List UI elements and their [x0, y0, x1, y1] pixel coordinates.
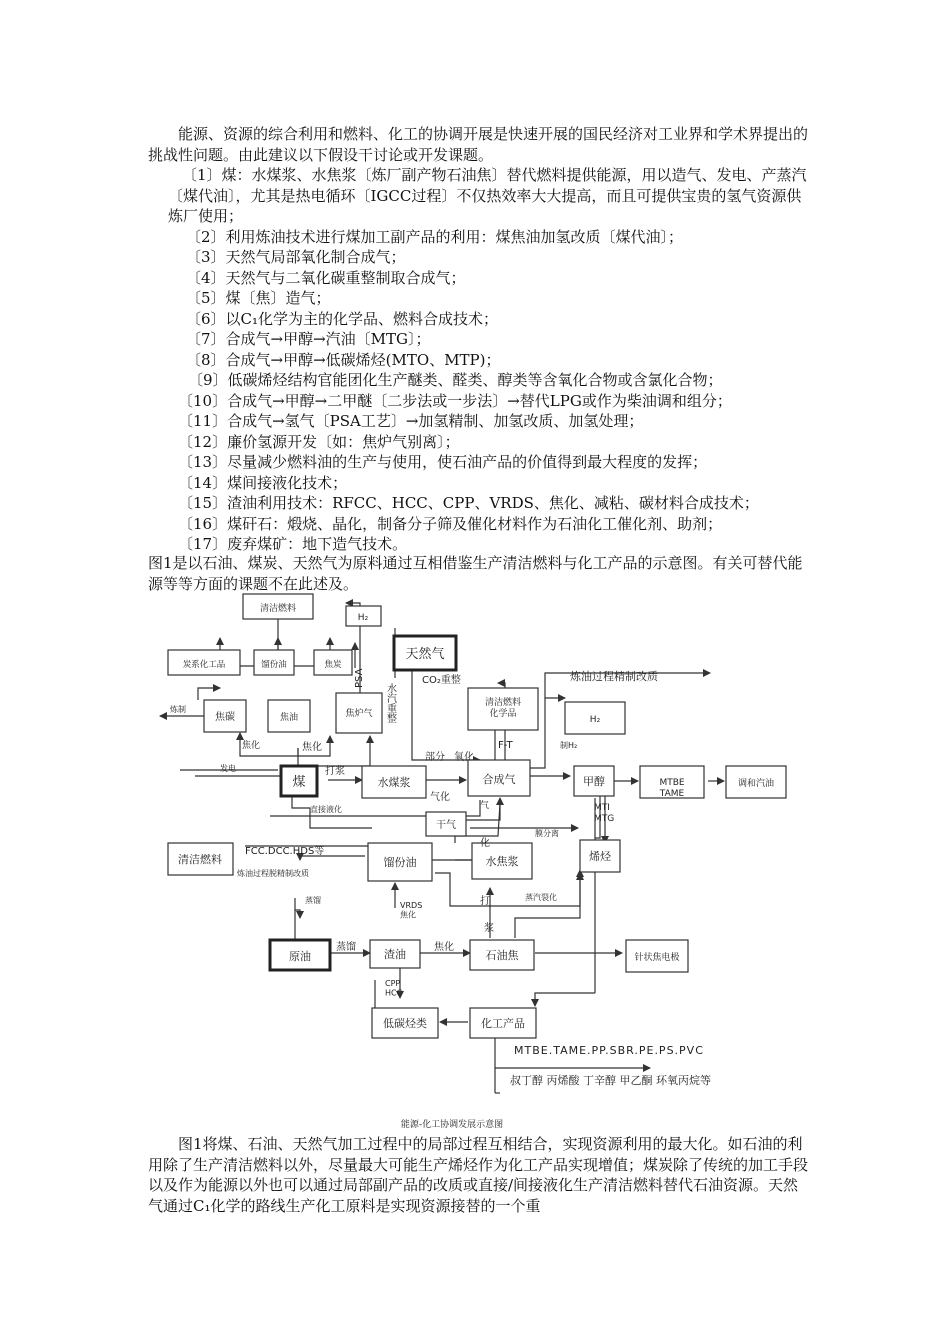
summary-paragraph: 图1将煤、石油、天然气加工过程中的局部过程互相结合，实现资源利用的最大化。如石油的利用除了生产清洁燃料以外，尽量最大可能生产烯烃作为化工产品实现增值；煤炭除了传统的加工手段以及作为能源以外也可以通过局部副产品的改质或直接/间接液化生产清洁燃料替代石油资源。天然气通过C₁化学的路线生产化工原料是实现资源接替的一个重: [148, 1135, 809, 1215]
annotation: FCC.DCC.HDS等: [245, 846, 325, 857]
figure-caption: 能源-化工协调发展示意图: [400, 1120, 504, 1130]
box-label: 清洁燃料: [178, 853, 222, 866]
box-label: 清洁燃料化学品: [484, 698, 522, 719]
annotation: 水汽重整: [384, 683, 396, 723]
list-item: 〔15〕渣油利用技术：RFCC、HCC、CPP、VRDS、焦化、减粘、碳材料合成技术；: [178, 494, 759, 512]
intro-paragraph: 能源、资源的综合利用和燃料、化工的协调开展是快速开展的国民经济对工业界和学术界提出的挑战性问题。由此建议以下假设干讨论或开发课题。: [148, 125, 809, 164]
annotation-vrds: [400, 901, 422, 920]
annotation: MTBE.TAME.PP.SBR.PE.PS.PVC: [514, 1044, 704, 1057]
box-label-clean-chem: [485, 696, 521, 719]
list-item: 〔6〕以C₁化学为主的化学品、燃料合成技术；: [186, 309, 499, 328]
list-item: 〔10〕合成气→甲醇→二甲醚〔二步法或一步法〕→替代LPG或作为柴油调和组分；: [178, 391, 732, 410]
annotation: 打: [480, 896, 490, 907]
annotation-cpp: [385, 979, 403, 998]
annotation: 焦化: [434, 942, 454, 953]
annotation: MTI MTG: [594, 803, 615, 824]
list-item: 〔7〕合成气→甲醇→汽油〔MTG〕；: [186, 330, 431, 348]
annotation: 炼制: [170, 705, 186, 714]
list-item: 〔9〕低碳烯烃结构官能团化生产醚类、醛类、醇类等含氧化合物或含氯化合物；: [188, 371, 723, 389]
box-label: 石油焦: [485, 949, 519, 962]
list-item: 〔16〕煤矸石：煅烧、晶化，制备分子筛及催化材料作为石油化工催化剂、助剂；: [178, 514, 723, 533]
box-label: 烯烃: [589, 850, 611, 863]
diagram-annotations: [170, 668, 711, 1087]
box-label: 焦油: [279, 713, 299, 723]
topic-list: [148, 165, 808, 555]
annotation: 打浆: [325, 766, 345, 777]
list-item: 〔17〕废弃煤矿：地下造气技术。: [178, 535, 408, 553]
box-label: H₂: [589, 715, 601, 725]
annotation: 蒸汽裂化: [525, 893, 557, 902]
annotation: 焦化: [302, 742, 322, 753]
energy-chemical-flow-diagram: [150, 588, 810, 1133]
annotation: 叔丁醇 丙烯酸 丁辛醇 甲乙酮 环氧丙烷等: [510, 1074, 711, 1087]
box-label: 焦炉气: [345, 709, 373, 719]
annotation: 气: [480, 801, 490, 811]
annotation: 直接液化: [310, 805, 342, 814]
box-label: H₂: [357, 613, 369, 623]
list-item: 〔11〕合成气→氢气〔PSA工艺〕→加氢精制、加氢改质、加氢处理；: [178, 412, 644, 430]
annotation: 膜分离: [535, 829, 559, 838]
annotation: 部分: [425, 752, 445, 763]
list-item: 〔4〕天然气与二氧化碳重整制取合成气；: [186, 268, 466, 287]
list-item: 〔5〕煤〔焦〕造气；: [186, 289, 331, 307]
box-label: 低碳烃类: [383, 1017, 427, 1030]
box-label: 煤: [292, 775, 306, 790]
annotation: PSA: [354, 668, 365, 688]
annotation: 浆: [484, 923, 494, 934]
annotation: 蒸馏: [305, 896, 321, 905]
list-item: 〔3〕天然气局部氧化制合成气；: [186, 248, 406, 266]
list-item: 〔12〕廉价氢源开发〔如：焦炉气别离〕；: [178, 432, 460, 451]
annotation: 化: [480, 838, 490, 849]
box-label: 炭系化工品: [182, 660, 226, 670]
box-label: 馏份油: [261, 660, 287, 670]
box-label: 化工产品: [481, 1017, 525, 1030]
box-label: 渣油: [384, 948, 406, 961]
box-label: MTBE TAME: [659, 778, 685, 799]
box-label: 天然气: [405, 647, 445, 662]
annotation: 炼油过程脱精制改质: [237, 869, 309, 878]
list-item: 〔1〕煤：水煤浆、水焦浆〔炼厂副产物石油焦〕替代燃料提供能源，用以造气、发电、产蒸汽〔煤代油〕，尤其是热电循环〔IGCC过程〕不仅热效率大大提高，而且可提供宝贵的氢气资源供炼厂使用；: [168, 166, 807, 225]
box-label: 调和汽油: [737, 779, 775, 789]
annotation: 制H₂: [560, 741, 578, 750]
annotation: 氧化: [454, 752, 474, 763]
box-label: 焦碳: [215, 712, 235, 723]
box-label: 原油: [289, 950, 311, 963]
annotation: 焦化: [242, 741, 261, 751]
box-label: 合成气: [482, 773, 516, 786]
list-item: 〔14〕煤间接液化技术；: [178, 473, 348, 492]
box-label: 水煤浆: [377, 776, 411, 789]
annotation: CO₂重整: [422, 675, 461, 686]
list-item: 〔8〕合成气→甲醇→低碳烯烃(MTO、MTP)；: [186, 350, 501, 369]
annotation: VRDS 焦化: [400, 901, 423, 920]
box-label: 焦炭: [324, 660, 342, 670]
annotation: 发电: [220, 764, 236, 773]
annotation: 炼油过程精制改质: [570, 670, 658, 683]
annotation: F-T: [498, 740, 513, 751]
box-label: 馏份油: [383, 856, 417, 869]
box-label: 干气: [436, 820, 456, 831]
annotation: CPP HCC: [385, 979, 403, 998]
annotation: 蒸馏: [336, 942, 356, 953]
annotation: 气化: [430, 792, 450, 803]
box-label: 清洁燃料: [259, 604, 297, 614]
figure-intro-paragraph: 图1是以石油、煤炭、天然气为原料通过互相借鉴生产清洁燃料与化工产品的示意图。有关可替代能源等等方面的课题不在此述及。: [148, 554, 803, 593]
box-label: 针状焦电极: [634, 953, 680, 963]
list-item: 〔13〕尽量减少燃料油的生产与使用，使石油产品的价值得到最大程度的发挥；: [178, 453, 708, 471]
box-label: 水焦浆: [485, 855, 519, 868]
box-label: 甲醇: [583, 775, 605, 788]
list-item: 〔2〕利用炼油技术进行煤加工副产品的利用：煤焦油加氢改质〔煤代油〕；: [186, 227, 684, 246]
